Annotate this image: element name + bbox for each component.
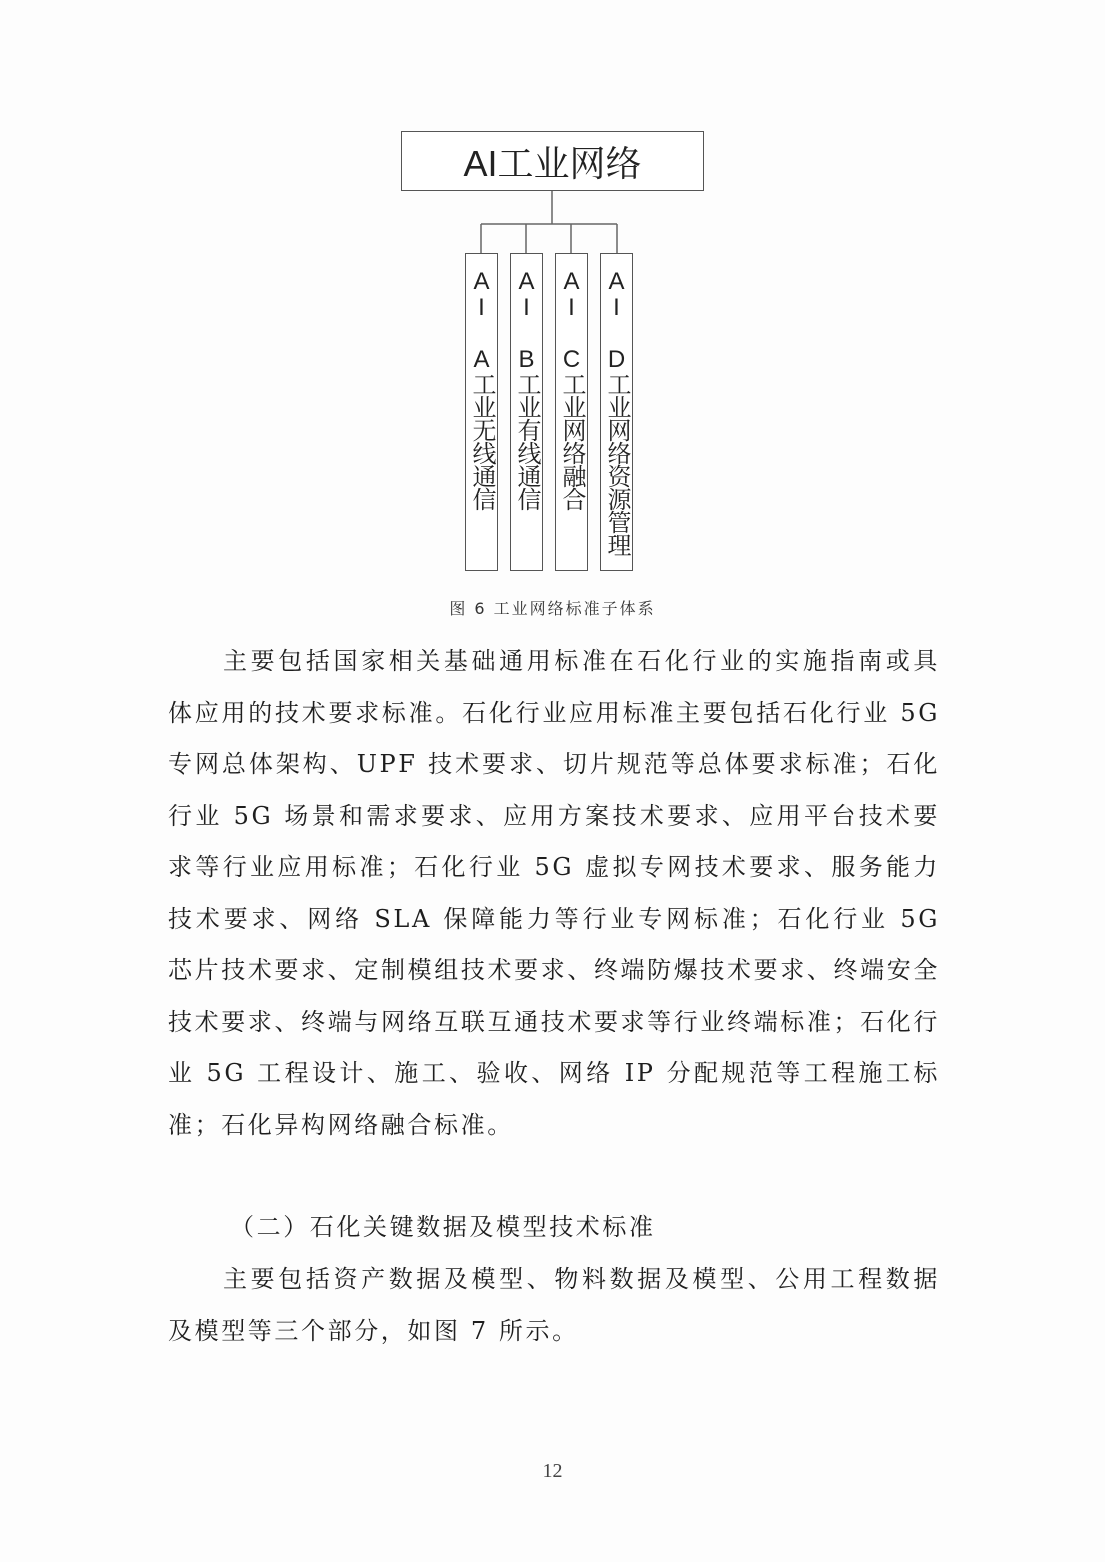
body-paragraph-1: 主要包括国家相关基础通用标准在石化行业的实施指南或具体应用的技术要求标准。石化行业应用标准主要包括石化行业 5G 专网总体架构、UPF 技术要求、切片规范等总体要求标准；石化行业 5G 场景和需求要求、应用方案技术要求、应用平台技术要求等行业应用标准；石化行业 5G 虚拟专网技术要求、服务能力技术要求、网络 SLA 保障能力等行业专网标准；石化行业 5G 芯片技术要求、定制模组技术要求、终端防爆技术要求、终端安全技术要求、终端与网络互联互通技术要求等行业终端标准；石化行业 5G 工程设计、施工、验收、网络 IP 分配规范等工程施工标准；石化异构网络融合标准。	[168, 647, 940, 1139]
child-node-network-resource-management: AI D工业网络资源管理	[600, 253, 633, 571]
network-standards-diagram	[0, 0, 1105, 600]
diagram-connectors	[0, 0, 1105, 600]
section-heading: （二）石化关键数据及模型技术标准	[230, 1213, 656, 1241]
child-node-network-fusion: AI C工业网络融合	[555, 253, 588, 571]
child-node-industrial-wired: AI B工业有线通信	[510, 253, 543, 571]
page-number: 12	[542, 1460, 563, 1482]
child-node-industrial-wireless: AI A工业无线通信	[465, 253, 498, 571]
figure-caption: 图 6 工业网络标准子体系	[449, 599, 656, 618]
body-paragraph-2: 主要包括资产数据及模型、物料数据及模型、公用工程数据及模型等三个部分，如图 7 所示。	[168, 1265, 940, 1345]
root-node-ai-industrial-network: AI工业网络	[401, 131, 704, 191]
